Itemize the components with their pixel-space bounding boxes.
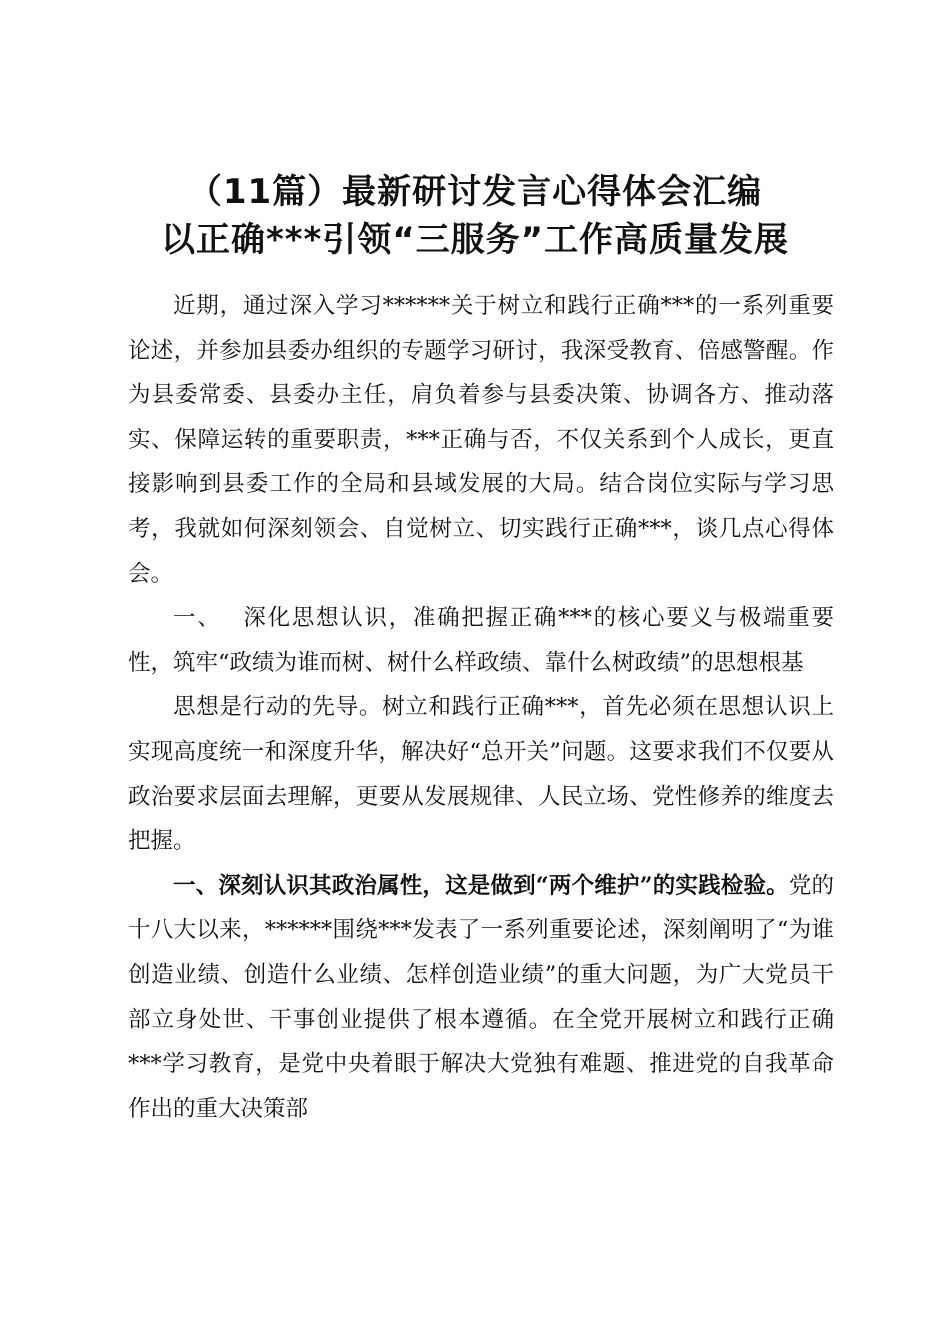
title-line-2: 以正确***引领“三服务”工作高质量发展 [160, 220, 790, 260]
document-title [0, 168, 950, 264]
point-1-lead: 一、深刻认识其政治属性，这是做到“两个维护”的实践检验。 [173, 872, 789, 899]
title-line-1: （11篇）最新研讨发言心得体会汇编 [187, 172, 763, 212]
document-body [128, 284, 834, 1131]
section-1-heading-text: 深化思想认识，准确把握正确***的核心要义与极端重要性，筑牢“政绩为谁而树、树什么样政绩、靠什么树政绩”的思想根基 [128, 605, 834, 676]
section-1-body: 思想是行动的先导。树立和践行正确***，首先必须在思想认识上实现高度统一和深度升华，解决好“总开关”问题。这要求我们不仅要从政治要求层面去理解，更要从发展规律、人民立场、党性修养的维度去把握。 [128, 694, 834, 855]
intro-paragraph: 近期，通过深入学习******关于树立和践行正确***的一系列重要论述，并参加县委办组织的专题学习研讨，我深受教育、倍感警醒。作为县委常委、县委办主任，肩负着参与县委决策、协调各方、推动落实、保障运转的重要职责，***正确与否，不仅关系到个人成长，更直接影响到县委工作的全局和县域发展的大局。结合岗位实际与学习思考，我就如何深刻领会、自觉树立、切实践行正确***，谈几点心得体会。 [128, 293, 834, 587]
section-1-heading [128, 596, 834, 685]
section-1-number: 一、 [173, 605, 222, 632]
point-1-body: 党的十八大以来，******围绕***发表了一系列重要论述，深刻阐明了“为谁创造业绩、创造什么业绩、怎样创造业绩”的重大问题，为广大党员干部立身处世、干事创业提供了根本遵循。在全党开展树立和践行正确***学习教育，是党中央着眼于解决大党独有难题、推进党的自我革命作出的重大决策部 [128, 872, 834, 1122]
point-1-paragraph [128, 864, 834, 1132]
